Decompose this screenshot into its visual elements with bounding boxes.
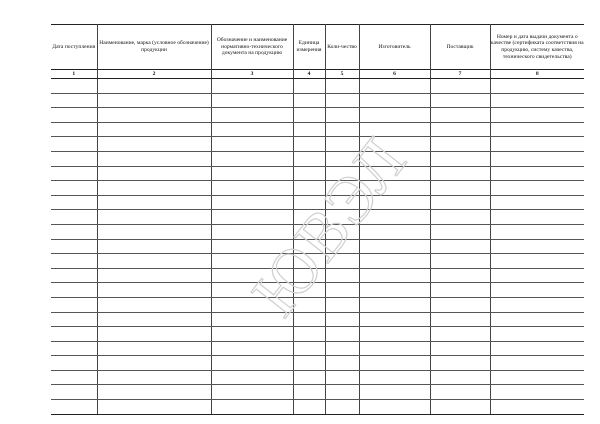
table-cell[interactable] <box>359 210 430 225</box>
table-cell[interactable] <box>97 93 211 108</box>
table-row <box>51 151 584 166</box>
table-cell[interactable] <box>51 327 97 342</box>
table-row <box>51 166 584 181</box>
table-cell[interactable] <box>293 108 325 123</box>
table-cell[interactable] <box>211 210 293 225</box>
header-normative-document: Обозначение и наименование нормативно-технического документа на продукцию <box>211 25 293 70</box>
table-cell[interactable] <box>293 239 325 254</box>
table-row <box>51 268 584 283</box>
table-cell[interactable] <box>430 122 490 137</box>
table-cell[interactable] <box>430 341 490 356</box>
table-cell[interactable] <box>359 79 430 94</box>
table-cell[interactable] <box>490 283 584 298</box>
table-cell[interactable] <box>359 239 430 254</box>
table-cell[interactable] <box>211 239 293 254</box>
table-row <box>51 93 584 108</box>
incoming-control-table <box>51 24 584 415</box>
table-cell[interactable] <box>325 268 359 283</box>
header-product-name: Наименование, марка (условное обозначение) продукции <box>97 25 211 70</box>
table-cell[interactable] <box>211 151 293 166</box>
table-cell[interactable] <box>97 400 211 415</box>
table-cell[interactable] <box>490 93 584 108</box>
table-row <box>51 239 584 254</box>
table-cell[interactable] <box>51 341 97 356</box>
table-cell[interactable] <box>325 166 359 181</box>
table-row <box>51 283 584 298</box>
table-cell[interactable] <box>293 356 325 371</box>
table-row <box>51 327 584 342</box>
table-cell[interactable] <box>359 268 430 283</box>
table-row <box>51 385 584 400</box>
table-cell[interactable] <box>51 385 97 400</box>
table-cell[interactable] <box>490 151 584 166</box>
column-number: 1 <box>51 70 97 79</box>
table-cell[interactable] <box>430 79 490 94</box>
table-cell[interactable] <box>211 108 293 123</box>
table-cell[interactable] <box>97 195 211 210</box>
table-cell[interactable] <box>490 137 584 152</box>
table-cell[interactable] <box>325 151 359 166</box>
table-cell[interactable] <box>490 400 584 415</box>
table-cell[interactable] <box>325 210 359 225</box>
header-date: Дата поступления <box>51 25 97 70</box>
table-cell[interactable] <box>51 195 97 210</box>
table-cell[interactable] <box>430 151 490 166</box>
table-cell[interactable] <box>97 122 211 137</box>
table-cell[interactable] <box>293 370 325 385</box>
table-cell[interactable] <box>359 93 430 108</box>
table-cell[interactable] <box>293 385 325 400</box>
table-cell[interactable] <box>51 312 97 327</box>
table-cell[interactable] <box>293 341 325 356</box>
table-cell[interactable] <box>211 297 293 312</box>
table-cell[interactable] <box>51 210 97 225</box>
table-cell[interactable] <box>211 254 293 269</box>
table-cell[interactable] <box>430 137 490 152</box>
table-cell[interactable] <box>430 93 490 108</box>
table-cell[interactable] <box>490 122 584 137</box>
table-cell[interactable] <box>211 327 293 342</box>
table-cell[interactable] <box>359 108 430 123</box>
table-cell[interactable] <box>430 283 490 298</box>
column-number: 8 <box>490 70 584 79</box>
table-cell[interactable] <box>211 224 293 239</box>
table-cell[interactable] <box>97 166 211 181</box>
table-cell[interactable] <box>211 166 293 181</box>
table-cell[interactable] <box>359 283 430 298</box>
table-cell[interactable] <box>97 370 211 385</box>
table-cell[interactable] <box>97 239 211 254</box>
table-cell[interactable] <box>97 283 211 298</box>
table-cell[interactable] <box>430 385 490 400</box>
header-quantity: Коли-чество <box>325 25 359 70</box>
table-cell[interactable] <box>359 254 430 269</box>
table-cell[interactable] <box>430 195 490 210</box>
table-cell[interactable] <box>211 195 293 210</box>
table-cell[interactable] <box>211 268 293 283</box>
table-cell[interactable] <box>51 254 97 269</box>
table-cell[interactable] <box>293 210 325 225</box>
table-cell[interactable] <box>325 283 359 298</box>
table-cell[interactable] <box>51 166 97 181</box>
column-number: 4 <box>293 70 325 79</box>
table-cell[interactable] <box>430 224 490 239</box>
table-cell[interactable] <box>490 210 584 225</box>
table-cell[interactable] <box>325 239 359 254</box>
table-cell[interactable] <box>51 108 97 123</box>
table-cell[interactable] <box>490 195 584 210</box>
column-number: 7 <box>430 70 490 79</box>
table-cell[interactable] <box>325 356 359 371</box>
table-cell[interactable] <box>51 79 97 94</box>
table-cell[interactable] <box>430 400 490 415</box>
table-cell[interactable] <box>293 283 325 298</box>
table-cell[interactable] <box>359 137 430 152</box>
table-cell[interactable] <box>293 195 325 210</box>
header-row <box>51 25 584 70</box>
table-cell[interactable] <box>51 297 97 312</box>
table-cell[interactable] <box>51 181 97 196</box>
table-cell[interactable] <box>359 312 430 327</box>
table-cell[interactable] <box>211 79 293 94</box>
table-cell[interactable] <box>490 312 584 327</box>
table-cell[interactable] <box>293 122 325 137</box>
table-cell[interactable] <box>430 166 490 181</box>
table-cell[interactable] <box>430 254 490 269</box>
table-cell[interactable] <box>97 181 211 196</box>
table-cell[interactable] <box>97 79 211 94</box>
table-cell[interactable] <box>97 385 211 400</box>
table-cell[interactable] <box>211 312 293 327</box>
table-row <box>51 341 584 356</box>
table-cell[interactable] <box>97 268 211 283</box>
table-cell[interactable] <box>51 356 97 371</box>
table-cell[interactable] <box>430 210 490 225</box>
table-cell[interactable] <box>430 181 490 196</box>
table-cell[interactable] <box>325 370 359 385</box>
table-cell[interactable] <box>359 195 430 210</box>
table-cell[interactable] <box>293 254 325 269</box>
table-cell[interactable] <box>490 385 584 400</box>
table-row <box>51 370 584 385</box>
table-cell[interactable] <box>97 254 211 269</box>
column-number: 6 <box>359 70 430 79</box>
table-cell[interactable] <box>430 297 490 312</box>
table-cell[interactable] <box>325 297 359 312</box>
table-cell[interactable] <box>359 341 430 356</box>
table-cell[interactable] <box>325 137 359 152</box>
table-cell[interactable] <box>97 341 211 356</box>
table-cell[interactable] <box>490 254 584 269</box>
table-cell[interactable] <box>211 341 293 356</box>
table-cell[interactable] <box>359 122 430 137</box>
table-cell[interactable] <box>490 268 584 283</box>
table-cell[interactable] <box>430 268 490 283</box>
table-cell[interactable] <box>490 79 584 94</box>
table-cell[interactable] <box>51 400 97 415</box>
table-cell[interactable] <box>97 224 211 239</box>
table-cell[interactable] <box>293 268 325 283</box>
table-cell[interactable] <box>51 224 97 239</box>
table-cell[interactable] <box>293 312 325 327</box>
table-cell[interactable] <box>325 224 359 239</box>
table-cell[interactable] <box>211 137 293 152</box>
table-cell[interactable] <box>293 297 325 312</box>
table-cell[interactable] <box>97 151 211 166</box>
table-row <box>51 312 584 327</box>
table-cell[interactable] <box>325 108 359 123</box>
header-manufacturer: Изготовитель <box>359 25 430 70</box>
table-cell[interactable] <box>293 79 325 94</box>
table-cell[interactable] <box>490 327 584 342</box>
table-cell[interactable] <box>359 151 430 166</box>
table-cell[interactable] <box>359 297 430 312</box>
table-cell[interactable] <box>211 385 293 400</box>
table-row <box>51 122 584 137</box>
column-number-row <box>51 70 584 79</box>
table-row <box>51 181 584 196</box>
table-cell[interactable] <box>359 181 430 196</box>
table-cell[interactable] <box>490 297 584 312</box>
table-cell[interactable] <box>97 137 211 152</box>
table-cell[interactable] <box>51 239 97 254</box>
table-cell[interactable] <box>359 327 430 342</box>
watermark-text: ЮВЭЛ <box>238 123 422 330</box>
table-cell[interactable] <box>51 137 97 152</box>
table-row <box>51 137 584 152</box>
table-cell[interactable] <box>359 166 430 181</box>
table-cell[interactable] <box>359 370 430 385</box>
table-cell[interactable] <box>51 93 97 108</box>
table-cell[interactable] <box>211 400 293 415</box>
table-cell[interactable] <box>293 151 325 166</box>
table-cell[interactable] <box>490 356 584 371</box>
table-cell[interactable] <box>211 283 293 298</box>
column-number: 2 <box>97 70 211 79</box>
table-cell[interactable] <box>325 400 359 415</box>
table-cell[interactable] <box>97 210 211 225</box>
table-cell[interactable] <box>490 341 584 356</box>
table-cell[interactable] <box>490 166 584 181</box>
table-cell[interactable] <box>490 370 584 385</box>
table-cell[interactable] <box>97 108 211 123</box>
table-cell[interactable] <box>97 297 211 312</box>
table-cell[interactable] <box>325 385 359 400</box>
table-cell[interactable] <box>293 224 325 239</box>
header-quality-document: Номер и дата выдачи документа о качестве (сертификата соответствия на продукцию, систему качества, технического свидетельства) <box>490 25 584 70</box>
table-cell[interactable] <box>430 327 490 342</box>
table-cell[interactable] <box>325 122 359 137</box>
column-number: 5 <box>325 70 359 79</box>
table-cell[interactable] <box>430 312 490 327</box>
table-row <box>51 79 584 94</box>
table-cell[interactable] <box>325 254 359 269</box>
table-cell[interactable] <box>490 181 584 196</box>
table-cell[interactable] <box>97 356 211 371</box>
table-cell[interactable] <box>359 356 430 371</box>
table-cell[interactable] <box>359 400 430 415</box>
table-cell[interactable] <box>325 341 359 356</box>
table-cell[interactable] <box>430 239 490 254</box>
table-cell[interactable] <box>293 181 325 196</box>
table-cell[interactable] <box>211 181 293 196</box>
table-cell[interactable] <box>293 327 325 342</box>
table-row <box>51 400 584 415</box>
table-row <box>51 356 584 371</box>
table-row <box>51 254 584 269</box>
table-cell[interactable] <box>51 370 97 385</box>
table-cell[interactable] <box>51 151 97 166</box>
table-cell[interactable] <box>490 108 584 123</box>
table-row <box>51 195 584 210</box>
table-cell[interactable] <box>490 239 584 254</box>
table-cell[interactable] <box>325 181 359 196</box>
table-cell[interactable] <box>293 137 325 152</box>
table-cell[interactable] <box>359 224 430 239</box>
table-cell[interactable] <box>97 312 211 327</box>
table-cell[interactable] <box>211 93 293 108</box>
table-cell[interactable] <box>359 385 430 400</box>
table-cell[interactable] <box>430 356 490 371</box>
column-number: 3 <box>211 70 293 79</box>
table-cell[interactable] <box>293 400 325 415</box>
table-cell[interactable] <box>325 79 359 94</box>
table-cell[interactable] <box>51 122 97 137</box>
table-cell[interactable] <box>325 93 359 108</box>
table-body <box>51 79 584 415</box>
table-row <box>51 108 584 123</box>
table-cell[interactable] <box>325 312 359 327</box>
table-cell[interactable] <box>325 195 359 210</box>
table-row <box>51 224 584 239</box>
header-supplier: Поставщик <box>430 25 490 70</box>
table-cell[interactable] <box>51 268 97 283</box>
table-cell[interactable] <box>490 224 584 239</box>
table-cell[interactable] <box>325 327 359 342</box>
table-cell[interactable] <box>430 370 490 385</box>
table-row <box>51 297 584 312</box>
table-row <box>51 210 584 225</box>
header-unit: Единица измерения <box>293 25 325 70</box>
table-cell[interactable] <box>97 327 211 342</box>
table-cell[interactable] <box>293 166 325 181</box>
table-cell[interactable] <box>293 93 325 108</box>
table-cell[interactable] <box>430 108 490 123</box>
table-cell[interactable] <box>211 122 293 137</box>
table-cell[interactable] <box>211 370 293 385</box>
table-cell[interactable] <box>51 283 97 298</box>
table-cell[interactable] <box>211 356 293 371</box>
